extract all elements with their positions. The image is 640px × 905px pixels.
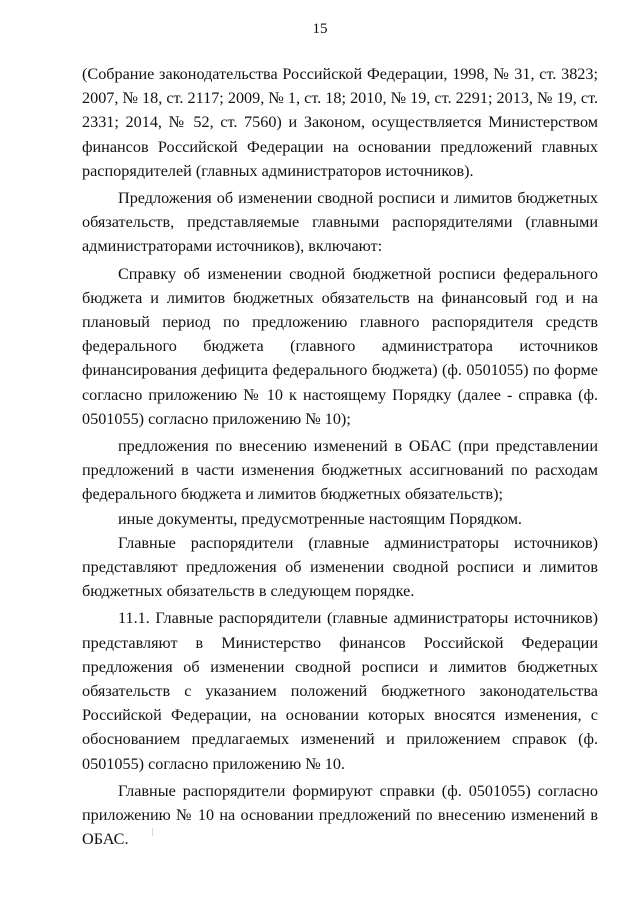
document-body (82, 62, 598, 852)
page-number: 15 (312, 21, 328, 37)
paragraph-obas-proposals: предложения по внесению изменений в ОБАС (при представлении предложений в части изменения бюджетных ассигнований по расходам федерального бюджета и лимитов бюджетных обязательств); (82, 437, 598, 504)
paragraph-submission-order: Главные распорядители (главные администраторы источников) представляют предложения об изменении сводной росписи и лимитов бюджетных обязательств в следующем порядке. (82, 533, 598, 601)
paragraph-other-documents: иные документы, предусмотренные настоящим Порядком. (118, 509, 522, 528)
paragraph-proposals-include: Предложения об изменении сводной росписи и лимитов бюджетных обязательств, представляемые главными распорядителями (главными администраторами источников), включают: (82, 189, 598, 256)
paragraph-form-references: Главные распорядители формируют справки (ф. 0501055) согласно приложению № 10 на основании предложений по внесению изменений в ОБАС. (82, 781, 598, 849)
scan-artifact (152, 828, 153, 836)
paragraph-continuation: (Собрание законодательства Российской Федерации, 1998, № 31, ст. 3823; 2007, № 18, ст. 2117; 2009, № 1, ст. 18; 2010, № 19, ст. 2291; 2013, № 19, ст. 2331; 2014, № 52, ст. 7560) и Законом, осуществляется Министерством финансов Российской Федерации на основании предложений главных распорядителей (главных администраторов источников). (82, 65, 598, 180)
paragraph-reference-form: Справку об изменении сводной бюджетной росписи федерального бюджета и лимитов бюджетных обязательств на финансовый год и на плановый период по предложению главного распорядителя средств федерального бюджета (главного администратора источников финансирования дефицита федерального бюджета) (ф. 0501055) по форме согласно приложению № 10 к настоящему Порядку (далее - справка (ф. 0501055) согласно приложению № 10); (82, 264, 598, 428)
paragraph-clause-11-1: 11.1. Главные распорядители (главные администраторы источников) представляют в Министерство финансов Российской Федерации предложения об изменении сводной росписи и лимитов бюджетных обязательств с указанием положений бюджетного законодательства Российской Федерации, на основании которых вносятся изменения, с обоснованием предлагаемых изменений и приложением справок (ф. 0501055) согласно приложению № 10. (82, 609, 598, 773)
